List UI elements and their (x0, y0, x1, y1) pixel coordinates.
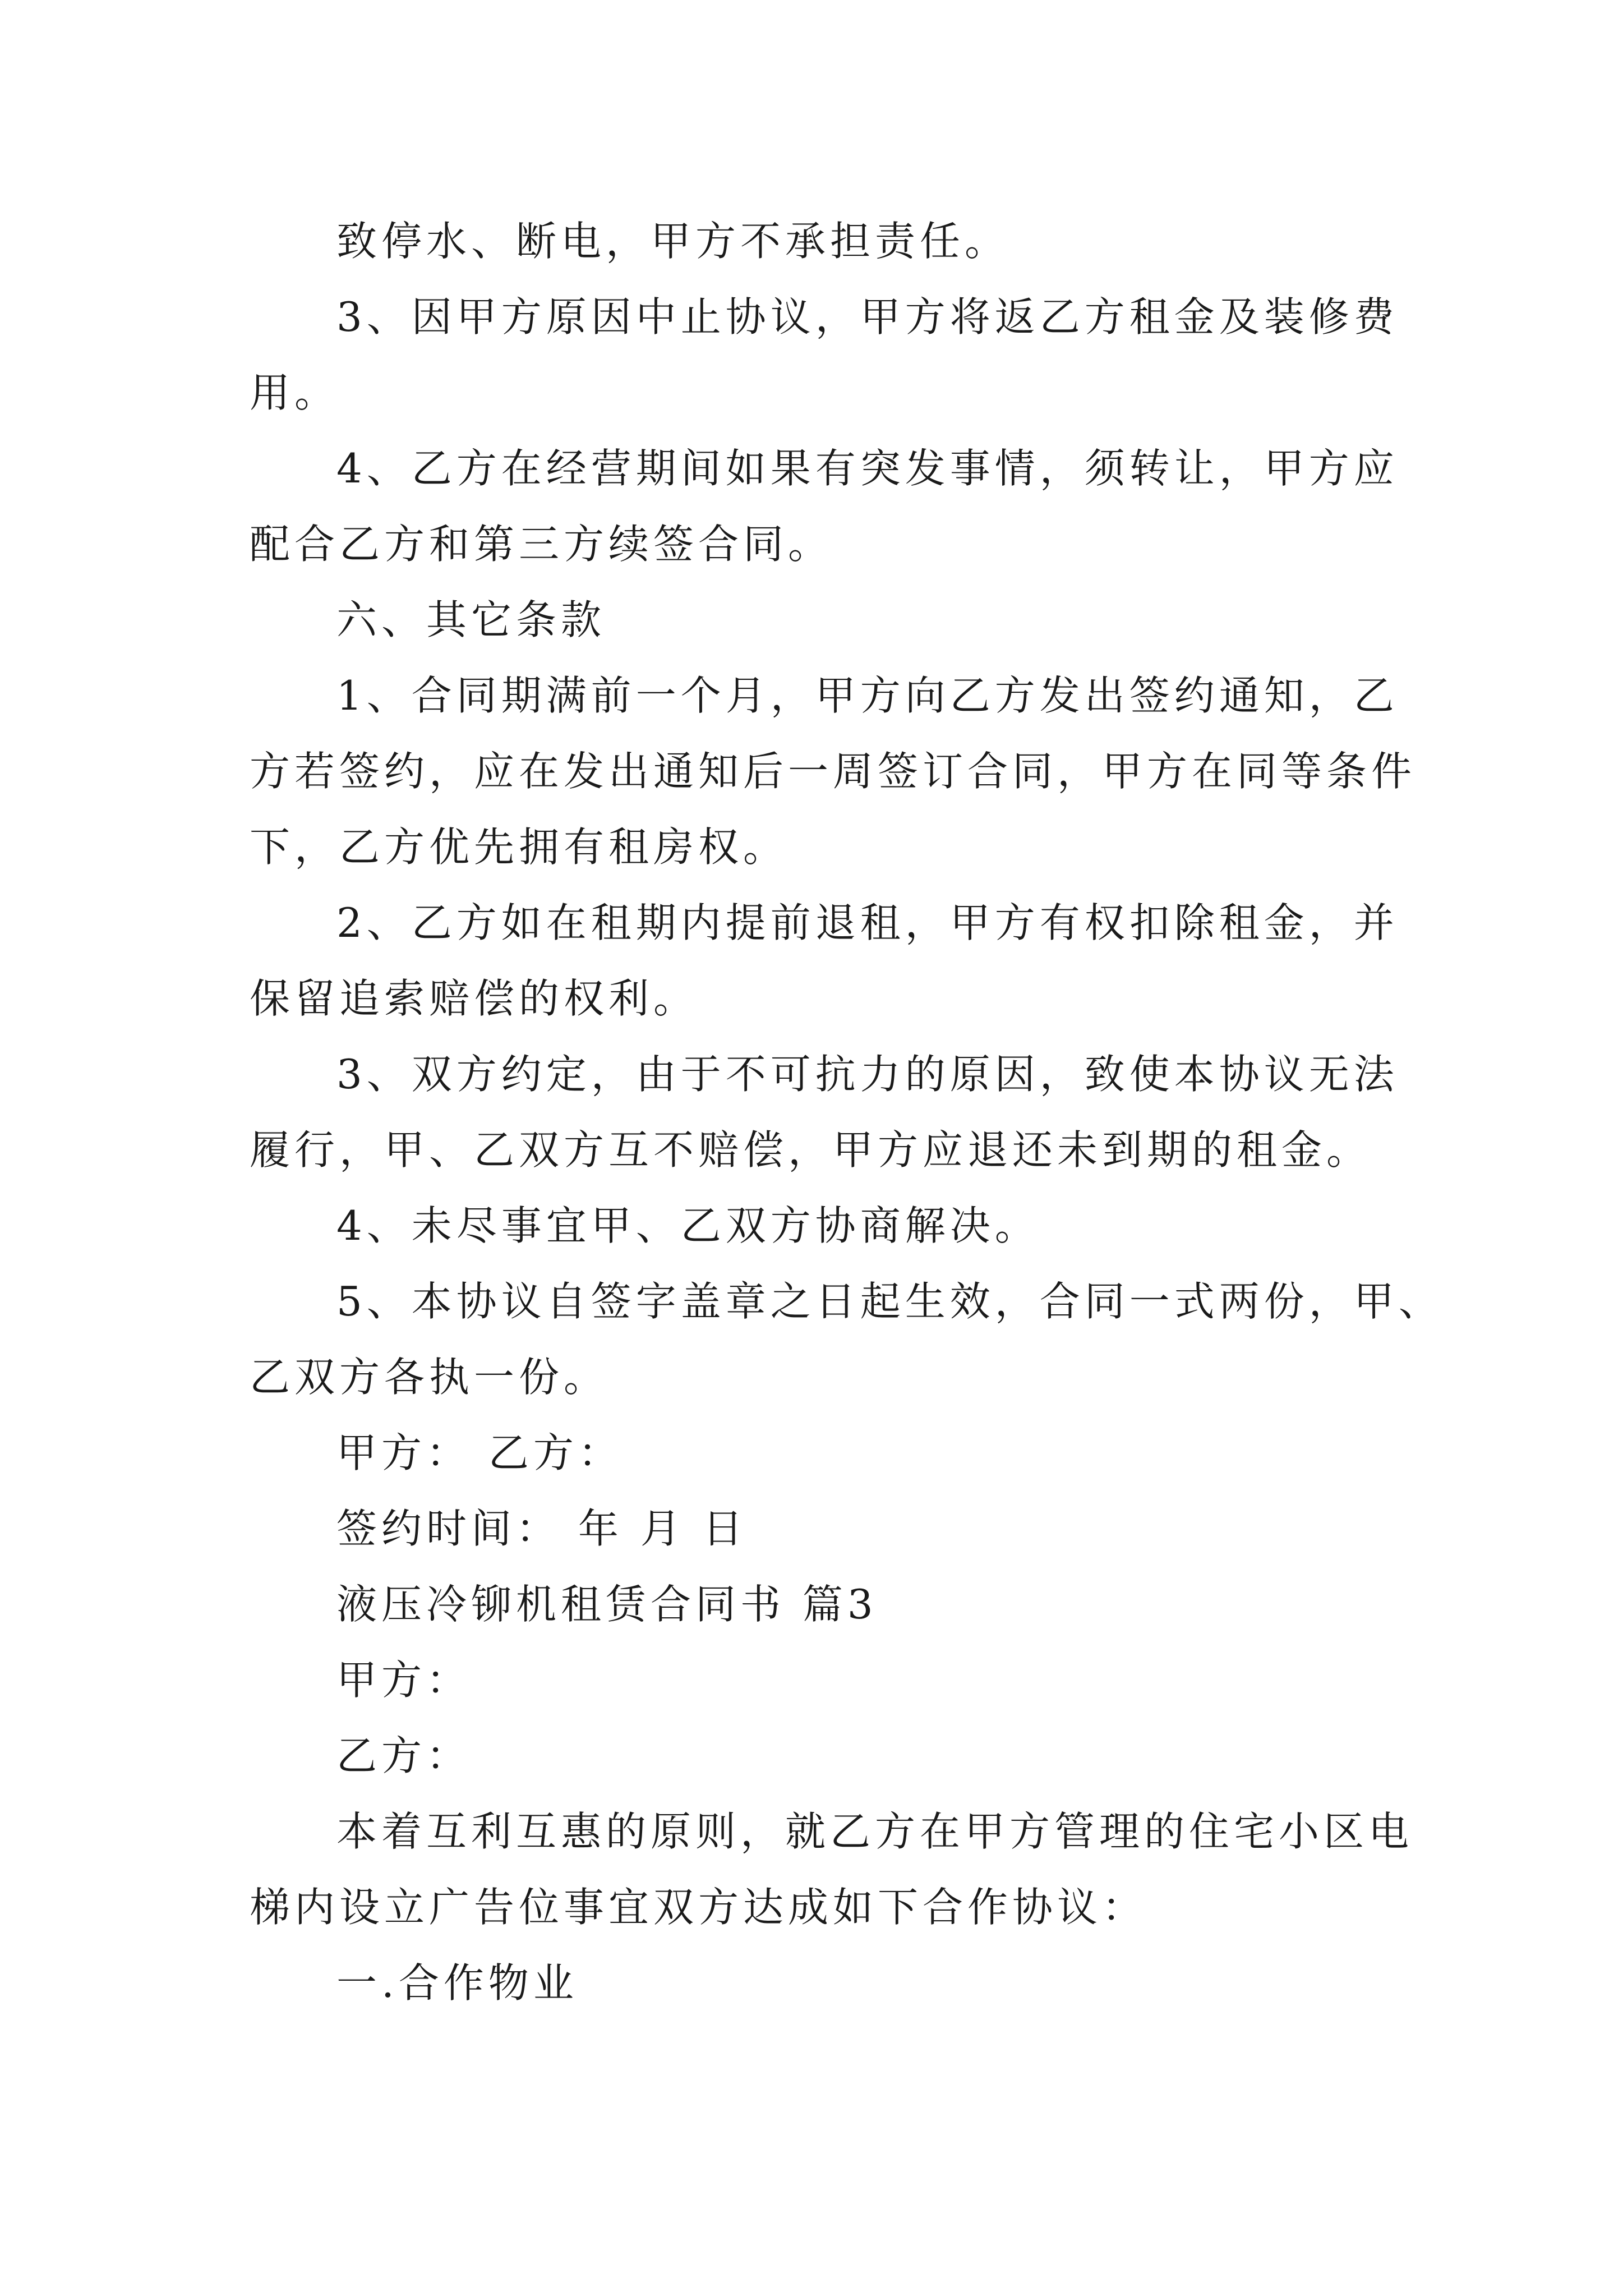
text-line: 2、乙方如在租期内提前退租，甲方有权扣除租金，并 (336, 899, 1399, 946)
text-line: 1、合同期满前一个月，甲方向乙方发出签约通知，乙 (336, 672, 1399, 719)
section-heading: 六、其它条款 (336, 596, 606, 643)
text-line: 3、双方约定，由于不可抗力的原因，致使本协议无法 (336, 1051, 1399, 1098)
signature-parties: 甲方： 乙方： (336, 1429, 623, 1476)
text-line: 致停水、断电，甲方不承担责任。 (336, 218, 1010, 265)
text-line: 下，乙方优先拥有租房权。 (250, 823, 789, 871)
text-line: 方若签约，应在发出通知后一周签订合同，甲方在同等条件 (250, 748, 1417, 795)
text-line: 用。 (250, 369, 340, 416)
text-line: 4、未尽事宜甲、乙双方协商解决。 (336, 1202, 1040, 1249)
text-line: 履行，甲、乙双方互不赔偿，甲方应退还未到期的租金。 (250, 1126, 1372, 1174)
section-heading: 一.合作物业 (336, 1959, 578, 2007)
text-line: 乙双方各执一份。 (250, 1354, 609, 1401)
text-line: 保留追索赔偿的权利。 (250, 975, 699, 1022)
party-a: 甲方： (336, 1657, 472, 1704)
signing-date: 签约时间： 年 月 日 (336, 1505, 748, 1552)
text-line: 5、本协议自签字盖章之日起生效，合同一式两份，甲、 (336, 1278, 1444, 1325)
contract-title: 液压冷铆机租赁合同书 篇3 (336, 1581, 878, 1628)
text-line: 配合乙方和第三方续签合同。 (250, 521, 833, 568)
text-line: 梯内设立广告位事宜双方达成如下合作协议： (250, 1884, 1147, 1931)
text-line: 4、乙方在经营期间如果有突发事情，须转让，甲方应 (336, 445, 1399, 492)
text-line: 3、因甲方原因中止协议，甲方将返乙方租金及装修费 (336, 293, 1399, 341)
party-b: 乙方： (336, 1732, 472, 1779)
text-line: 本着互利互惠的原则，就乙方在甲方管理的住宅小区电 (336, 1808, 1414, 1855)
